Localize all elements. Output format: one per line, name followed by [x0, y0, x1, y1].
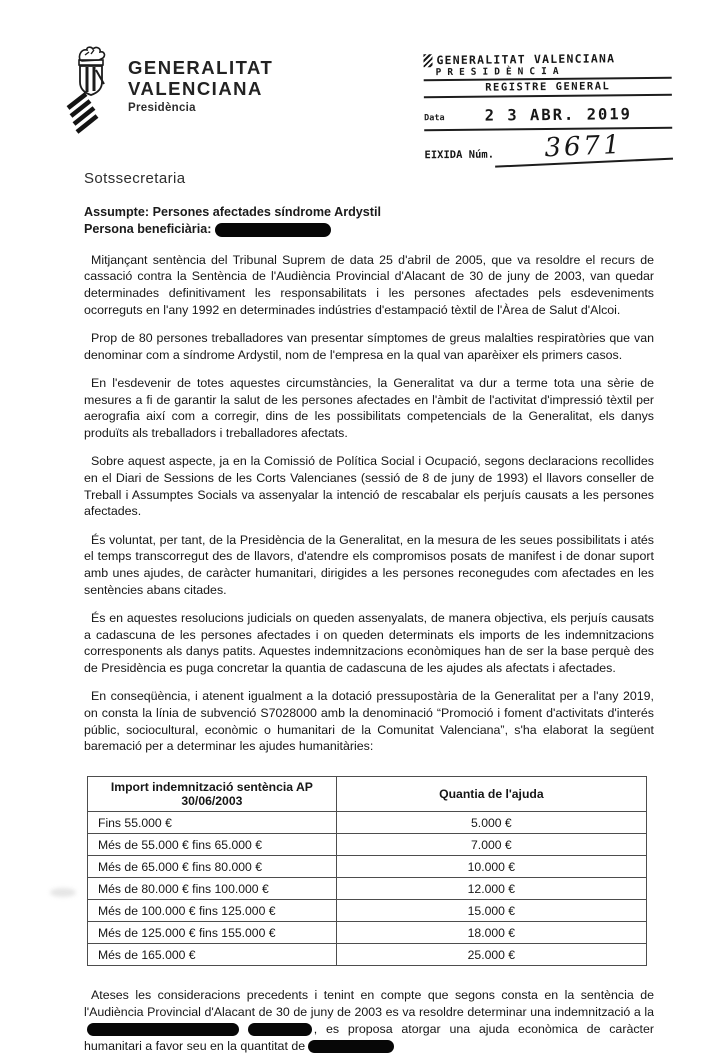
- cell-amount: 12.000 €: [336, 878, 646, 900]
- scan-smudge: [50, 888, 76, 897]
- coat-of-arms-icon: [66, 46, 118, 134]
- table-row: [88, 878, 647, 900]
- stamp-date-value: 2 3 ABR. 2019: [484, 105, 633, 125]
- logo-department: Presidència: [128, 102, 196, 115]
- cell-range: Més de 80.000 € fins 100.000 €: [88, 878, 337, 900]
- paragraph: Mitjançant sentència del Tribunal Suprem de data 25 d'abril de 2005, que va resoldre el recurs de cassació contra la Sentència de l'Audiència Provincial d'Alacant de 30 de juny de 2003, van quedar determinades definitivament les responsabilitats i les persones afectades pels esdeveniments ocorreguts en l'any 1992 en determinades indústries d'estampació tèxtil de l'Àrea de Salut d'Alcoi.: [84, 252, 654, 317]
- table-row: [88, 900, 647, 922]
- cell-range: Més de 125.000 € fins 155.000 €: [88, 922, 337, 944]
- table-header-quantia: Quantia de l'ajuda: [336, 777, 646, 812]
- stamp-date-row: [424, 96, 672, 132]
- generalitat-valenciana-logo: [66, 46, 273, 134]
- beneficiary-line: [84, 221, 654, 238]
- table-header-row: [88, 777, 647, 812]
- cell-amount: 15.000 €: [336, 900, 646, 922]
- table-row: [88, 944, 647, 966]
- letter-header: [84, 46, 654, 164]
- table-row: [88, 812, 647, 834]
- registry-stamp: [423, 51, 672, 166]
- logo-name-line2: VALENCIANA: [128, 77, 263, 99]
- table-row: [88, 922, 647, 944]
- table-header-import: Import indemnització sentència AP 30/06/2003: [88, 777, 337, 812]
- paragraph: Prop de 80 persones treballadores van presentar símptomes de greus malalties respiratòries que van denominar com a síndrome Ardystil, nom de l'empresa en la qual van aparèixer els primers casos.: [84, 331, 654, 362]
- stamp-org-text: GENERALITAT VALENCIANA: [436, 51, 616, 68]
- redaction-bar-amount: [308, 1040, 394, 1053]
- stamp-emblem-icon: [423, 54, 432, 67]
- logo-wordmark: [128, 46, 273, 114]
- cell-amount: 25.000 €: [336, 944, 646, 966]
- cell-amount: 7.000 €: [336, 834, 646, 856]
- redaction-bar-beneficiary: [215, 223, 331, 237]
- closing-paragraph: [84, 987, 654, 1055]
- closing-text-part2: , es proposa atorgar una ajuda econòmica de caràcter humanitari a favor seu en la quantitat de: [84, 1022, 654, 1054]
- cell-amount: 5.000 €: [336, 812, 646, 834]
- paragraph: És en aquestes resolucions judicials on queden assenyalats, de manera objectiva, els perjuís causats a cadascuna de les persones afectades i on queden determinats els imports de les indemnitzacions corresponents als danys patits. Aquestes indemnitzacions econòmiques han de ser la base perquè des de Presidència es puga concretar la quantia de cadascuna de les ajudes als afectats i afectades.: [84, 610, 654, 676]
- paragraph: En conseqüència, i atenent igualment a la dotació pressupostària de la Generalitat per a l'any 2019, on consta la línia de subvenció S7028000 amb la denominació “Promoció i foment d'activitats d'interés públic, sociocultural, econòmic o humanitari de la Comunitat Valenciana”, s'ha elaborat la següent baremació per a determinar les ajudes humanitàries:: [84, 689, 654, 754]
- compensation-scale-table: [87, 776, 647, 966]
- stamp-exit-label: EIXIDA Núm.: [424, 148, 495, 162]
- cell-range: Més de 65.000 € fins 80.000 €: [88, 856, 337, 878]
- stamp-registry-line: REGISTRE GENERAL: [424, 79, 672, 99]
- cell-amount: 10.000 €: [336, 856, 646, 878]
- cell-range: Més de 55.000 € fins 65.000 €: [88, 834, 337, 856]
- subject-line: Assumpte: Persones afectades síndrome Ardystil: [84, 205, 381, 219]
- cell-range: Més de 100.000 € fins 125.000 €: [88, 900, 337, 922]
- paragraph: És voluntat, per tant, de la Presidència de la Generalitat, en la mesura de les seues possibilitats i atés el temps transcorregut des de llavors, d'atendre els compromisos posats de manifest i de donar suport amb unes ajudes, de caràcter humanitari, dirigides a les persones reconegudes com afectades en les sentències abans citades.: [84, 532, 654, 597]
- redaction-bar-name-continued: [248, 1023, 312, 1036]
- stamp-date-label: Data: [424, 113, 445, 124]
- cell-amount: 18.000 €: [336, 922, 646, 944]
- logo-name-line1: GENERALITAT: [128, 57, 274, 78]
- closing-text-part1: Ateses les consideracions precedents i tenint en compte que segons consta en la sentència de l'Audiència Provincial d'Alacant de 30 de juny de 2003 es va resoldre determinar una indemnització a la: [84, 988, 654, 1020]
- subject-block: [84, 204, 654, 239]
- table-row: [88, 834, 647, 856]
- paragraph: Sobre aquest aspecte, ja en la Comissió de Política Social i Ocupació, segons declaracions recollides en el Diari de Sessions de les Corts Valencianes (sessió de 8 de juny de 1993) el llavors conseller de Treball i Assumptes Socials va assenyalar la intenció de rescabalar els perjuís causats a les persones afectades.: [84, 454, 654, 519]
- table-row: [88, 856, 647, 878]
- stamp-exit-row: [424, 129, 672, 166]
- cell-range: Fins 55.000 €: [88, 812, 337, 834]
- letter-body: [84, 252, 654, 755]
- redaction-bar-name: [87, 1023, 239, 1036]
- stamp-dept-line: PRESIDÈNCIA: [424, 65, 672, 82]
- cell-range: Més de 165.000 €: [88, 944, 337, 966]
- stamp-exit-number-handwritten: 3671: [493, 130, 673, 168]
- sender-unit: Sotssecretaria: [84, 170, 186, 187]
- beneficiary-label: Persona beneficiària:: [84, 222, 212, 237]
- paragraph: En l'esdevenir de totes aquestes circumstàncies, la Generalitat va dur a terme tota una sèrie de mesures a fi de garantir la salut de les persones afectades en l'àmbit de l'activitat d'impressió tèxtil per aerografia així com a corregir, dins de les possibilitats competencials de la Generalitat, els danys produïts als treballadors i treballadores afectats.: [84, 375, 654, 441]
